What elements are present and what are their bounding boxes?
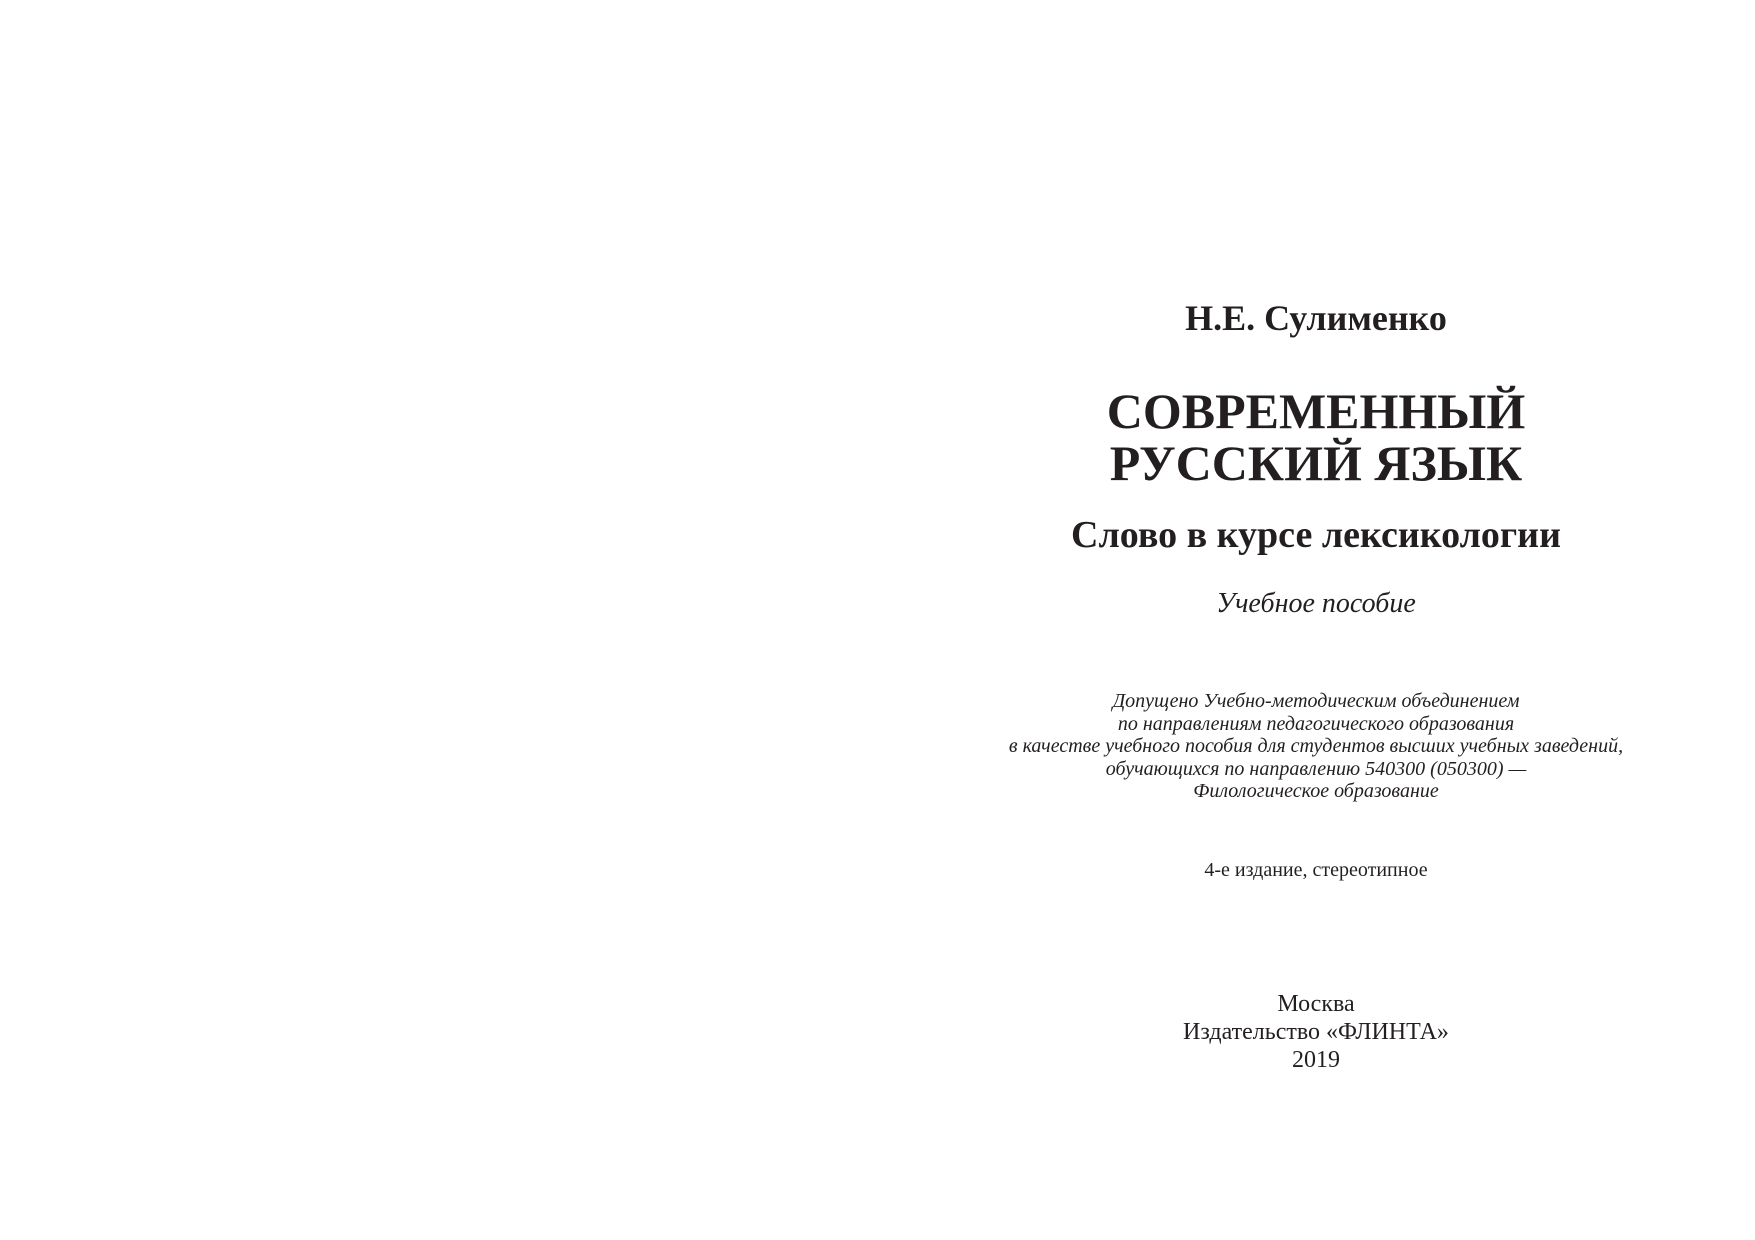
approval-line-1: Допущено Учебно-методическим объединением — [1112, 690, 1520, 712]
book-title-line-2: РУССКИЙ ЯЗЫК — [1109, 435, 1523, 491]
imprint-city: Москва — [1277, 991, 1355, 1017]
author-name: Н.Е. Сулименко — [1185, 298, 1447, 338]
approval-line-3: в качестве учебного пособия для студентов высших учебных заведений, — [1008, 735, 1624, 757]
approval-line-2: по направлениям педагогического образования — [1117, 712, 1515, 735]
imprint — [877, 990, 1755, 1074]
title-page — [877, 0, 1755, 1240]
approval-line-4: обучающихся по направлению 540300 (050300) — — [1105, 757, 1527, 780]
imprint-year: 2019 — [1292, 1047, 1340, 1073]
blank-left-page — [0, 0, 877, 1240]
book-genre: Учебное пособие — [1216, 588, 1416, 619]
approval-line-5: Филологическое образование — [1193, 780, 1439, 802]
book-title-line-1: СОВРЕМЕННЫЙ — [1106, 383, 1526, 439]
imprint-publisher: Издательство «ФЛИНТА» — [1183, 1019, 1449, 1045]
book-subtitle: Слово в курсе лексикологии — [1071, 514, 1561, 556]
approval-notice — [877, 690, 1755, 803]
book-title — [877, 385, 1755, 489]
edition-note: 4-е издание, стереотипное — [1204, 859, 1428, 881]
